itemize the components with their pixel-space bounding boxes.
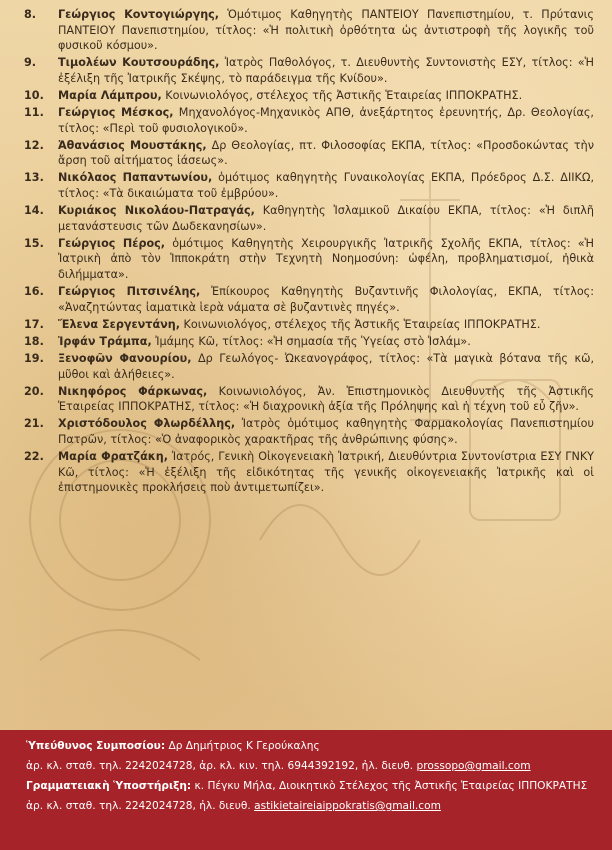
secretariat-phone: ἀρ. κλ. σταθ. τηλ. 2242024728, ἠλ. διευθ.: [26, 800, 255, 812]
item-text: [58, 138, 594, 169]
speaker-name: Τιμολέων Κουτσουράδης,: [58, 56, 220, 70]
item-text: [58, 284, 594, 315]
speaker-name: Γεώργιος Πέρος,: [58, 236, 166, 250]
speaker-name: Γεώργιος Κοντογιώργης,: [58, 8, 220, 21]
list-item: [24, 170, 594, 201]
item-text: [58, 449, 594, 496]
item-text: [58, 317, 594, 333]
item-text: [58, 203, 594, 234]
item-number: 22.: [24, 450, 44, 464]
speaker-name: Γεώργιος Πιτσινέλης,: [58, 285, 201, 299]
item-text: [58, 384, 594, 415]
item-number: 8.: [24, 8, 37, 21]
secretariat-label: Γραμματειακὴ Ὑποστήριξη:: [26, 780, 192, 792]
speaker-details: ὁμότιμος Καθηγητὴς Χειρουργικῆς Ἰατρικῆς Σχολῆς ΕΚΠΑ, τίτλος: «Ἡ Ἰατρικὴ ἀπὸ τὸν Ἱπποκράτη στὴν Τεχνητὴ Νοημοσύνη: ὠφέλη, προβληματισμοί, ἠθικὰ διλήμματα».: [58, 236, 594, 281]
speaker-details: Ἰατρὸς Παθολόγος, τ. Διευθυντὴς Συντονιστὴς ΕΣΥ, τίτλος: «Ἡ ἐξέλιξη τῆς Ἰατρικῆς Σκέψης, τὸ παράδειγμα τῆς Κνίδου».: [58, 56, 594, 85]
speaker-details: Μηχανολόγος-Μηχανικὸς ΑΠΘ, ἀνεξάρτητος ἐρευνητής, Δρ. Θεολογίας, τίτλος: «Περὶ τοῦ φυσιολογικοῦ».: [58, 106, 594, 135]
list-item: [24, 351, 594, 382]
speaker-details: Κοινωνιολόγος, στέλεχος τῆς Ἀστικῆς Ἑταιρείας ΙΠΠΟΚΡΑΤΗΣ.: [161, 88, 523, 102]
item-text: [58, 170, 594, 201]
secretariat-email-link[interactable]: astikietaireiaippokratis@gmail.com: [254, 800, 441, 812]
speaker-name: Ἰρφάν Τράμπα,: [58, 334, 152, 348]
item-number: 18.: [24, 334, 44, 348]
list-item: [24, 416, 594, 447]
list-item: [24, 236, 594, 283]
list-item: [24, 88, 594, 104]
list-item: [24, 384, 594, 415]
speaker-name: Μαρία Φρατζάκη,: [58, 450, 168, 464]
item-text: [58, 351, 594, 382]
speaker-name: Γεώργιος Μέσκος,: [58, 106, 174, 120]
list-item: [24, 334, 594, 350]
speaker-name: Νικηφόρος Φάρκωνας,: [58, 384, 208, 398]
speaker-name: Νικόλαος Παπαντωνίου,: [58, 171, 213, 185]
speaker-details: Ἰατρὸς ὁμότιμος καθηγητὴς Φαρμακολογίας Πανεπιστημίου Πατρῶν, τίτλος: «Ὁ ἀναφορικὸς χαρακτῆρας τῆς ἀνθρώπινης φύσης».: [58, 417, 594, 446]
coordinator-label: Ὑπεύθυνος Συμποσίου:: [26, 740, 166, 752]
coordinator-value: Δρ Δημήτριος Κ Γερούκαλης: [165, 740, 320, 752]
speaker-details: Ἰμάμης Κῶ, τίτλος: «Ἡ σημασία τῆς Ὑγείας στὸ Ἰσλάμ».: [151, 334, 471, 348]
list-item: [24, 7, 594, 54]
item-number: 20.: [24, 384, 44, 398]
list-item: [24, 138, 594, 169]
speaker-details: Δρ Θεολογίας, πτ. Φιλοσοφίας ΕΚΠΑ, τίτλος: «Προσδοκώντας τὴν ἄρση τοῦ αἰτήματος ἰάσεως».: [58, 138, 594, 168]
item-text: [58, 105, 594, 136]
speaker-details: Δρ Γεωλόγος- Ὠκεανογράφος, τίτλος: «Τὰ μαγικὰ βότανα τῆς κῶ, μῦθοι καὶ ἀλήθειες».: [58, 351, 594, 381]
item-text: [58, 334, 594, 350]
item-number: 14.: [24, 204, 44, 218]
item-number: 17.: [24, 317, 44, 331]
list-item: [24, 105, 594, 136]
list-item: [24, 284, 594, 315]
speaker-name: Κυριάκος Νικολάου-Πατραγάς,: [58, 204, 255, 218]
speaker-details: Ἰατρός, Γενικὴ Οἰκογενειακὴ Ἰατρική, Διευθύντρια Συντονίστρια ΕΣΥ ΓΝΚΥ Κῶ, τίτλος: «Ἡ ἐξέλιξη τῆς εἰδικότητας τῆς γενικῆς οἰκογενειακῆς Ἰατρικῆς καὶ οἱ ἐπιστημονικὲς προκλήσεις ποὺ ἀντιμετωπίζει».: [58, 450, 594, 495]
list-item: [24, 449, 594, 496]
speaker-name: Ἀθανάσιος Μουστάκης,: [58, 138, 207, 152]
secretariat-line: [26, 780, 587, 793]
item-text: [58, 416, 594, 447]
item-text: [58, 236, 594, 283]
item-number: 19.: [24, 351, 44, 365]
item-number: 13.: [24, 171, 44, 185]
list-item: [24, 317, 594, 333]
speaker-details: Καθηγητὴς Ἰσλαμικοῦ Δικαίου ΕΚΠΑ, τίτλος: «Ἡ διπλῆ μετανάστευσις τῶν Δωδεκανησίων».: [58, 204, 595, 233]
item-text: [58, 7, 594, 54]
speaker-details: Κοινωνιολόγος, Ἀν. Ἐπιστημονικὸς Διευθυντὴς τῆς Ἀστικῆς Ἑταιρείας ΙΠΠΟΚΡΑΤΗΣ, τίτλος: «Ἡ διαχρονικὴ ἀξία τῆς Πρόληψης καὶ ἡ τέχνη τοῦ εὖ ζῆν».: [58, 384, 595, 414]
list-item: [24, 203, 594, 234]
contact-footer: [0, 730, 612, 850]
list-item: [24, 55, 594, 86]
item-number: 10.: [24, 88, 44, 102]
speaker-name: Χριστόδουλος Φλωρδέλλης,: [58, 417, 236, 431]
speaker-details: ὁμότιμος καθηγητὴς Γυναικολογίας ΕΚΠΑ, Πρόεδρος Δ.Σ. ΔΙΙΚΩ, τίτλος: «Τὰ δικαιώματα τοῦ ἐμβρύου».: [58, 171, 594, 201]
item-number: 15.: [24, 236, 44, 250]
secretariat-contact-line: [26, 800, 441, 813]
coordinator-contact-line: [26, 760, 531, 773]
item-number: 21.: [24, 417, 44, 431]
item-number: 12.: [24, 138, 44, 152]
coordinator-email-link[interactable]: prossopo@gmail.com: [416, 760, 531, 772]
coordinator-line: [26, 740, 320, 753]
speaker-name: Ξενοφῶν Φανουρίου,: [58, 351, 192, 365]
coordinator-phones: ἀρ. κλ. σταθ. τηλ. 2242024728, ἀρ. κλ. κιν. τηλ. 6944392192, ἠλ. διευθ.: [26, 760, 417, 772]
speaker-details: Ὁμότιμος Καθηγητὴς ΠΑΝΤΕΙΟΥ Πανεπιστημίου, τ. Πρύτανις ΠΑΝΤΕΙΟΥ Πανεπιστημίου, τίτλος: «Ἡ πολιτικὴ ὀρθότητα ὡς ἀντιστροφὴ τῆς λογικῆς τοῦ φυσικοῦ κόσμου».: [58, 8, 594, 53]
item-text: [58, 88, 594, 104]
speaker-name: Μαρία Λάμπρου,: [58, 88, 162, 102]
item-number: 11.: [24, 106, 44, 120]
item-number: 16.: [24, 285, 44, 299]
speaker-details: Ἐπίκουρος Καθηγητὴς Βυζαντινῆς Φιλολογίας, ΕΚΠΑ, τίτλος: «Ἀναζητώντας ἰαματικὰ ἱερὰ νάματα σὲ βυζαντινὲς πηγές».: [58, 285, 594, 314]
item-number: 9.: [24, 56, 37, 70]
speaker-list: [24, 7, 594, 497]
speaker-name: Ἔλενα Σεργεντάνη,: [58, 317, 180, 331]
item-text: [58, 55, 594, 86]
speaker-details: Κοινωνιολόγος, στέλεχος τῆς Ἀστικῆς Ἑταιρείας ΙΠΠΟΚΡΑΤΗΣ.: [179, 317, 541, 331]
secretariat-value: κ. Πέγκυ Μήλα, Διοικητικὸ Στέλεχος τῆς Ἀστικῆς Ἑταιρείας ΙΠΠΟΚΡΑΤΗΣ: [191, 780, 588, 792]
